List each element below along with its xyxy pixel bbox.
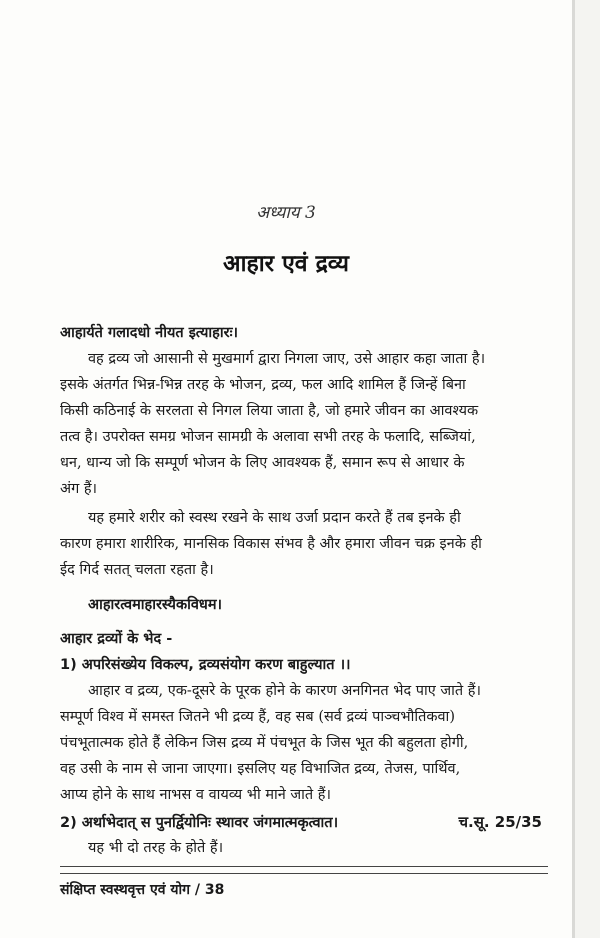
point-2-heading: 2) अर्थाभेदात् स पुनर्द्वियोनिः स्थावर जंगमात्मकृत्वात। [60, 815, 339, 831]
section-heading-types: आहार द्रव्यों के भेद - [60, 631, 173, 647]
chapter-label: अध्याय 3 [256, 203, 316, 223]
page-footer: संक्षिप्त स्वस्थवृत्त एवं योग / 38 [60, 882, 225, 898]
paragraph-line: इसके अंतर्गत भिन्न-भिन्न तरह के भोजन, द्रव्य, फल आदि शामिल हैं जिन्हें बिना [60, 377, 466, 393]
paragraph-line: ईद गिर्द सतत् चलता रहता है। [60, 562, 214, 578]
paragraph-line: सम्पूर्ण विश्व में समस्त जितने भी द्रव्य हैं, वह सब (सर्व द्रव्यं पाञ्चभौतिकवा) [60, 709, 455, 725]
paragraph-line: तत्व है। उपरोक्त समग्र भोजन सामग्री के अलावा सभी तरह के फलादि, सब्जियां, [60, 429, 476, 445]
paragraph-line: अंग हैं। [60, 481, 98, 497]
page-edge-shadow [575, 0, 600, 938]
paragraph-line: वह उसी के नाम से जाना जाएगा। इसलिए यह विभाजित द्रव्य, तेजस, पार्थिव, [60, 761, 461, 777]
paragraph-line: वह द्रव्य जो आसानी से मुखमार्ग द्वारा निगला जाए, उसे आहार कहा जाता है। [88, 351, 486, 367]
verse-reference: च.सू. 25/35 [458, 813, 542, 831]
verse-aharyate: आहार्यते गलादधो नीयत इत्याहारः। [60, 325, 238, 341]
verse-aharatvam: आहारत्वमाहारस्यैकविधम। [88, 597, 223, 613]
paragraph-line: आप्य होने के साथ नाभस व वायव्य भी माने जाते हैं। [60, 787, 331, 803]
paragraph-line: किसी कठिनाई के सरलता से निगल लिया जाता है, जो हमारे जीवन का आवश्यक [60, 403, 479, 419]
point-1-heading: 1) अपरिसंख्येय विकल्प, द्रव्यसंयोग करण बाहुल्यात ।। [60, 657, 351, 673]
paragraph-line: कारण हमारा शारीरिक, मानसिक विकास संभव है और हमारा जीवन चक्र इनके ही [60, 536, 482, 552]
paragraph-line: आहार व द्रव्य, एक-दूसरे के पूरक होने के कारण अनगिनत भेद पाए जाते हैं। [88, 683, 481, 699]
paragraph-line: यह हमारे शरीर को स्वस्थ रखने के साथ उर्जा प्रदान करते हैं तब इनके ही [88, 510, 461, 526]
paragraph-line: धन, धान्य जो कि सम्पूर्ण भोजन के लिए आवश्यक हैं, समान रूप से आधार के [60, 455, 465, 471]
paragraph-line: पंचभूतात्मक होते हैं लेकिन जिस द्रव्य में पंचभूत के जिस भूत की बहुलता होगी, [60, 735, 469, 751]
chapter-title: आहार एवं द्रव्य [222, 251, 350, 277]
footer-divider [60, 866, 548, 874]
paragraph-line: यह भी दो तरह के होते हैं। [88, 840, 224, 856]
